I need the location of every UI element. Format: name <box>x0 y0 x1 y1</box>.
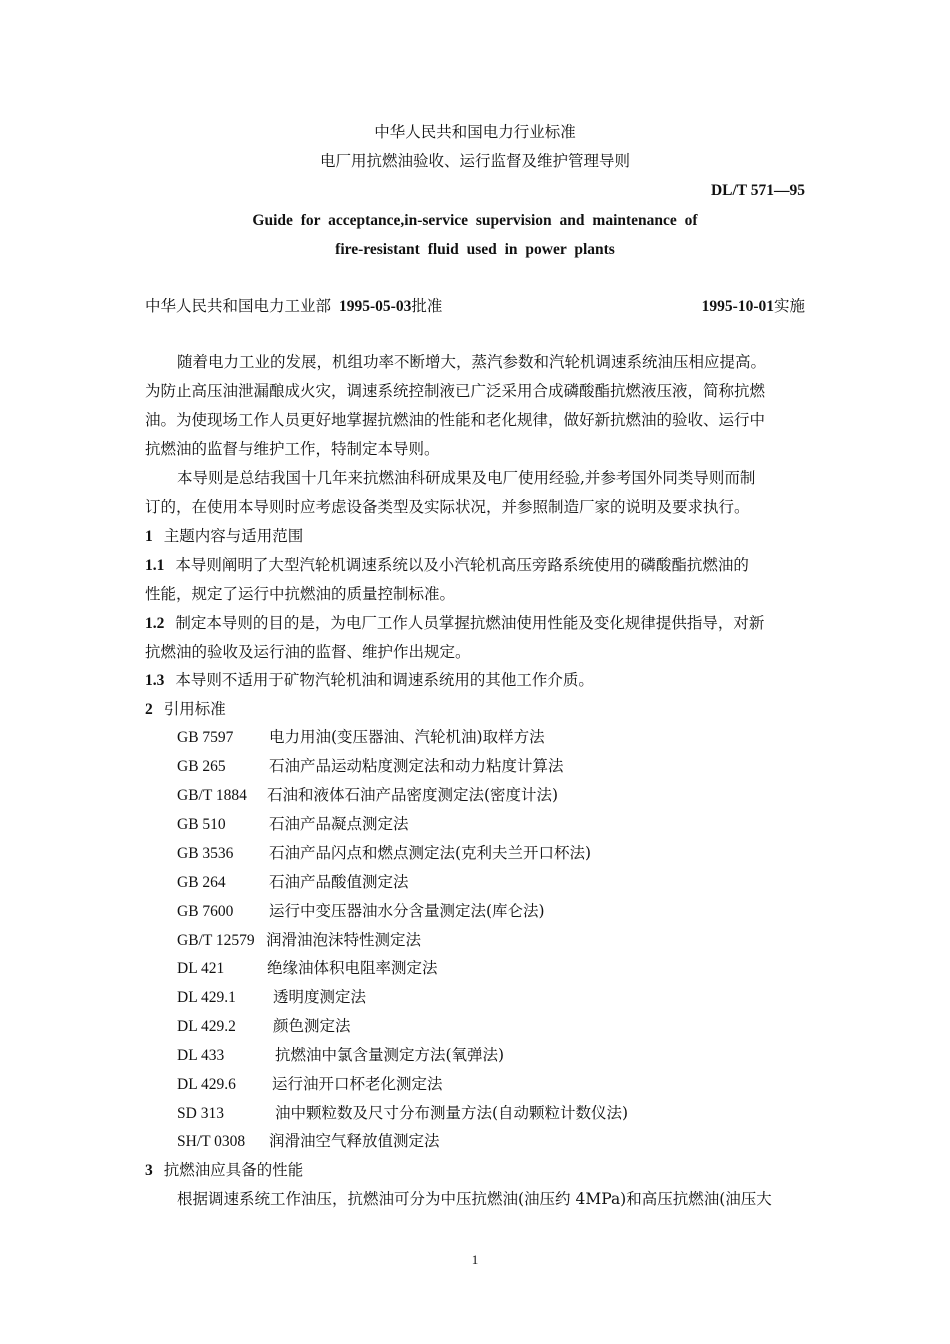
reference-code: GB 510 <box>177 816 226 833</box>
reference-item <box>177 756 564 777</box>
section-number: 2 <box>145 701 153 718</box>
clause-number: 1.2 <box>145 615 165 632</box>
reference-code: GB 3536 <box>177 845 234 862</box>
intro-p1-line2: 为防止高压油泄漏酿成火灾，调速系统控制液已广泛采用合成磷酸酯抗燃液压液，简称抗燃 <box>145 382 766 400</box>
reference-item <box>177 1016 351 1037</box>
reference-name: 润滑油泡沫特性测定法 <box>266 931 422 949</box>
section-3-heading <box>145 1160 303 1181</box>
reference-code: DL 429.1 <box>177 989 236 1006</box>
reference-code: GB 7597 <box>177 729 234 746</box>
implementation-info <box>702 296 805 317</box>
reference-item <box>177 901 545 922</box>
document-title-en-line2: fire-resistant fluid used in power plants <box>335 241 615 258</box>
reference-code: DL 429.6 <box>177 1076 236 1093</box>
reference-code: SH/T 0308 <box>177 1133 246 1150</box>
reference-name: 石油和液体石油产品密度测定法(密度计法) <box>267 786 559 804</box>
reference-name: 运行油开口杯老化测定法 <box>272 1075 443 1093</box>
reference-name: 石油产品闪点和燃点测定法(克利夫兰开口杯法) <box>269 844 592 862</box>
document-title-cn: 电厂用抗燃油验收、运行监督及维护管理导则 <box>319 152 630 170</box>
reference-item <box>177 727 545 748</box>
reference-item <box>177 1045 505 1066</box>
reference-item <box>177 843 592 864</box>
intro-p1-line3: 油。为使现场工作人员更好地掌握抗燃油的性能和老化规律，做好新抗燃油的验收、运行中 <box>145 411 766 429</box>
reference-name: 绝缘油体积电阻率测定法 <box>267 959 438 977</box>
reference-code: DL 433 <box>177 1047 225 1064</box>
clause-number: 1.1 <box>145 557 165 574</box>
page-number: 1 <box>471 1252 479 1267</box>
clause-1-1-line2: 性能，规定了运行中抗燃油的质量控制标准。 <box>145 585 456 603</box>
reference-code: GB/T 1884 <box>177 787 247 804</box>
impl-word: 实施 <box>773 297 805 315</box>
reference-item <box>177 1103 629 1124</box>
intro-p1-line4: 抗燃油的监督与维护工作，特制定本导则。 <box>145 440 440 458</box>
reference-name: 运行中变压器油水分含量测定法(库仑法) <box>269 902 545 920</box>
reference-code: GB 265 <box>177 758 226 775</box>
reference-code: DL 421 <box>177 960 225 977</box>
reference-code: SD 313 <box>177 1105 224 1122</box>
section-3-text: 根据调速系统工作油压，抗燃油可分为中压抗燃油(油压约 4MPa)和高压抗燃油(油压大 <box>177 1190 772 1208</box>
reference-name: 抗燃油中氯含量测定方法(氧弹法) <box>275 1046 505 1064</box>
reference-code: GB/T 12579 <box>177 932 255 949</box>
reference-name: 石油产品凝点测定法 <box>269 815 409 833</box>
clause-1-2-line2: 抗燃油的验收及运行油的监督、维护作出规定。 <box>145 643 471 661</box>
clause-1-3 <box>145 670 594 691</box>
clause-1-1-line1 <box>145 555 749 576</box>
reference-code: GB 7600 <box>177 903 234 920</box>
reference-code: GB 264 <box>177 874 226 891</box>
standard-code: DL/T 571—95 <box>710 182 805 199</box>
intro-p2-line1: 本导则是总结我国十几年来抗燃油科研成果及电厂使用经验,并参考国外同类导则而制 <box>177 469 756 487</box>
approve-date: 1995-05-03 <box>339 298 412 315</box>
document-title-en-line1: Guide for acceptance,in-service supervision and maintenance of <box>252 212 698 229</box>
reference-name: 石油产品运动粘度测定法和动力粘度计算法 <box>269 757 564 775</box>
reference-item <box>177 987 367 1008</box>
reference-item <box>177 1074 443 1095</box>
approve-word: 批准 <box>411 297 443 315</box>
impl-date: 1995-10-01 <box>701 298 774 315</box>
reference-name: 石油产品酸值测定法 <box>269 873 409 891</box>
reference-item <box>177 958 438 979</box>
reference-item <box>177 1131 440 1152</box>
reference-item <box>177 785 559 806</box>
clause-number: 1.3 <box>145 672 165 689</box>
section-number: 3 <box>145 1162 153 1179</box>
section-1-heading <box>145 526 303 547</box>
reference-name: 颜色测定法 <box>273 1017 351 1035</box>
section-title: 引用标准 <box>163 700 226 718</box>
reference-item <box>177 872 409 893</box>
intro-p2-line2: 订的，在使用本导则时应考虑设备类型及实际状况，并参照制造厂家的说明及要求执行。 <box>145 498 750 516</box>
clause-text: 本导则不适用于矿物汽轮机油和调速系统用的其他工作介质。 <box>175 671 594 689</box>
reference-name: 电力用油(变压器油、汽轮机油)取样方法 <box>269 728 545 746</box>
issuer: 中华人民共和国电力工业部 <box>145 297 332 315</box>
standard-category: 中华人民共和国电力行业标准 <box>374 123 576 141</box>
clause-text: 制定本导则的目的是，为电厂工作人员掌握抗燃油使用性能及变化规律提供指导，对新 <box>175 614 765 632</box>
section-number: 1 <box>145 528 153 545</box>
section-title: 主题内容与适用范围 <box>163 527 304 545</box>
approval-info <box>145 296 442 317</box>
reference-name: 透明度测定法 <box>273 988 367 1006</box>
reference-item <box>177 930 422 951</box>
intro-p1-line1: 随着电力工业的发展，机组功率不断增大，蒸汽参数和汽轮机调速系统油压相应提高。 <box>177 353 767 371</box>
reference-item <box>177 814 409 835</box>
reference-code: DL 429.2 <box>177 1018 236 1035</box>
clause-text: 本导则阐明了大型汽轮机调速系统以及小汽轮机高压旁路系统使用的磷酸酯抗燃油的 <box>175 556 749 574</box>
clause-1-2-line1 <box>145 613 764 634</box>
reference-name: 润滑油空气释放值测定法 <box>269 1132 440 1150</box>
reference-name: 油中颗粒数及尺寸分布测量方法(自动颗粒计数仪法) <box>275 1104 629 1122</box>
section-2-heading <box>145 699 226 720</box>
section-title: 抗燃油应具备的性能 <box>163 1161 304 1179</box>
